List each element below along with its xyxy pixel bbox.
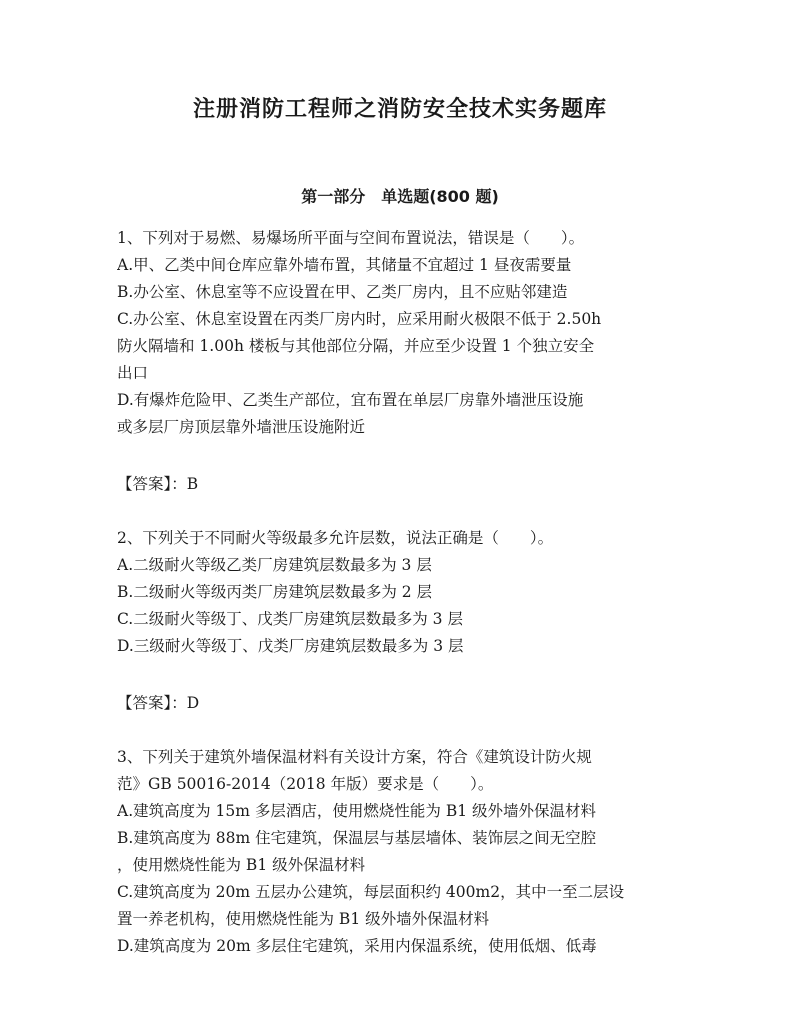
option-c-cont: 置一养老机构，使用燃烧性能为 B1 级外墙外保温材料 bbox=[117, 910, 490, 928]
question-stem: 1、下列对于易燃、易爆场所平面与空间布置说法，错误是（ ）。 bbox=[117, 229, 585, 247]
question-stem: 2、下列关于不同耐火等级最多允许层数，说法正确是（ ）。 bbox=[117, 529, 554, 547]
option-c: C.建筑高度为 20m 五层办公建筑，每层面积约 400m2，其中一至二层设 bbox=[117, 883, 625, 901]
option-c: C.二级耐火等级丁、戊类厂房建筑层数最多为 3 层 bbox=[117, 610, 463, 628]
option-b: B.办公室、休息室等不应设置在甲、乙类厂房内，且不应贴邻建造 bbox=[117, 283, 568, 301]
option-b-cont: ，使用燃烧性能为 B1 级外保温材料 bbox=[117, 856, 366, 874]
question-1 bbox=[117, 225, 687, 525]
answer: 【答案】：D bbox=[117, 694, 200, 712]
question-list bbox=[117, 225, 687, 960]
question-3 bbox=[117, 744, 687, 960]
document-title: 注册消防工程师之消防安全技术实务题库 bbox=[192, 97, 607, 122]
option-c-cont: 出口 bbox=[117, 364, 149, 382]
option-b: B.二级耐火等级丙类厂房建筑层数最多为 2 层 bbox=[117, 583, 433, 601]
option-c: C.办公室、休息室设置在丙类厂房内时，应采用耐火极限不低于 2.50h bbox=[117, 310, 602, 328]
option-d-cont: 或多层厂房顶层靠外墙泄压设施附近 bbox=[117, 418, 366, 436]
section-title: 第一部分 单选题(800 题) bbox=[301, 187, 499, 206]
option-b: B.建筑高度为 88m 住宅建筑，保温层与基层墙体、装饰层之间无空腔 bbox=[117, 829, 597, 847]
question-2 bbox=[117, 525, 687, 744]
option-a: A.二级耐火等级乙类厂房建筑层数最多为 3 层 bbox=[117, 556, 432, 574]
question-stem: 3、下列关于建筑外墙保温材料有关设计方案，符合《建筑设计防火规 bbox=[117, 748, 592, 766]
option-a: A.甲、乙类中间仓库应靠外墙布置，其储量不宜超过 1 昼夜需要量 bbox=[117, 256, 572, 274]
option-c-cont: 防火隔墙和 1.00h 楼板与其他部位分隔，并应至少设置 1 个独立安全 bbox=[117, 337, 595, 355]
option-d: D.建筑高度为 20m 多层住宅建筑，采用内保温系统，使用低烟、低毒 bbox=[117, 937, 597, 955]
option-d: D.有爆炸危险甲、乙类生产部位，宜布置在单层厂房靠外墙泄压设施 bbox=[117, 391, 584, 409]
question-stem-cont: 范》GB 50016-2014（2018 年版）要求是（ ）。 bbox=[117, 775, 494, 793]
option-a: A.建筑高度为 15m 多层酒店，使用燃烧性能为 B1 级外墙外保温材料 bbox=[117, 802, 597, 820]
answer: 【答案】：B bbox=[117, 475, 199, 493]
option-d: D.三级耐火等级丁、戊类厂房建筑层数最多为 3 层 bbox=[117, 637, 464, 655]
